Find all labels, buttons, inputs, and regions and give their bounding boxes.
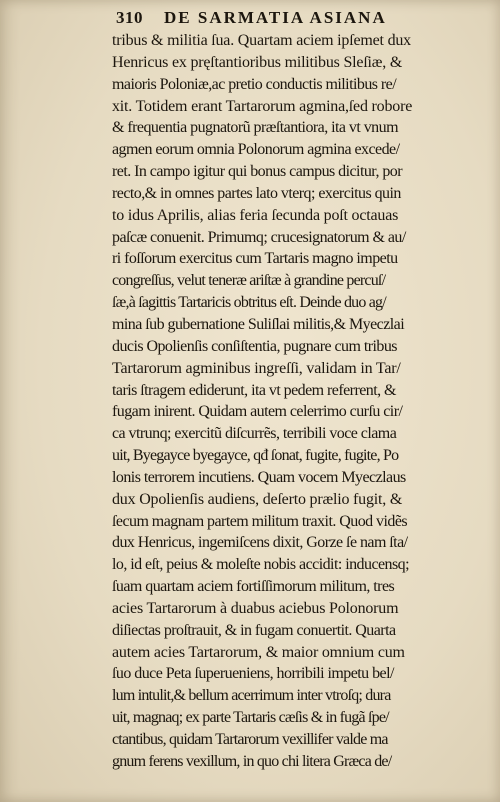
text-line: uit, Byegayce byegayce, qđ ſonat, fugite, fugite, Po [112, 447, 399, 465]
text-line: recto,& in omnes partes lato vterq; exercitus quin [112, 184, 401, 202]
text-line: mina ſub gubernatione Suliſlai militis,& Myeczlai [112, 315, 405, 333]
text-line: lum intulit,& bellum acerrimum inter vtroſq; dura [112, 687, 391, 705]
running-title: DE SARMATIA ASIANA [164, 8, 387, 27]
text-block [112, 8, 488, 773]
text-line: & frequentia pugnatorũ præſtantiora, ita vt vnum [112, 119, 398, 137]
text-line: taris ſtragem ediderunt, ita vt pedem referrent, & [112, 381, 396, 399]
text-line: fugam inirent. Quidam autem celerrimo curſu cir/ [112, 403, 403, 421]
text-line: ſecum magnam partem militum traxit. Quod vidẽs [112, 512, 408, 530]
text-line: acies Tartarorum à duabus aciebus Polonorum [112, 599, 399, 617]
text-line: gnum ferens vexillum, in quo chi litera Græca de/ [112, 752, 392, 770]
text-line: ca vtrunq; exercitũ diſcurrẽs, terribili voce clama [112, 425, 397, 443]
text-line: Henricus ex pręſtantioribus militibus Sleſiæ, & [112, 53, 403, 71]
page-number: 310 [116, 8, 143, 27]
text-line: autem acies Tartarorum, & maior omnium cum [112, 643, 405, 661]
text-line: diſiectas proſtrauit, & in fugam conuertit. Quarta [112, 621, 396, 639]
text-line: Tartarorum agminibus ingreſſi, validam in Tar/ [112, 359, 401, 377]
text-line: to idus Aprilis, alias feria ſecunda poſt octauas [112, 206, 399, 224]
text-line: uit, magnaq; ex parte Tartaris cæſis & in fugã ſpe/ [112, 709, 389, 727]
text-line: paſcæ conuenit. Primumq; crucesignatorum & au/ [112, 228, 406, 246]
text-line: ctantibus, quidam Tartarorum vexillifer valde ma [112, 731, 388, 748]
running-head [116, 8, 488, 30]
text-line: xit. Totidem erant Tartarorum agmina,ſed robore [112, 97, 413, 115]
text-line: ri foſſorum exercitus cum Tartaris magno impetu [112, 250, 398, 268]
text-line: ducis Opolienſis conſiſtentia, pugnare cum tribus [112, 337, 397, 355]
text-line: ſuam quartam aciem fortiſſimorum militum, tres [112, 578, 395, 596]
body-text [112, 30, 488, 773]
text-line: maioris Poloniæ,ac pretio conductis militibus re/ [112, 75, 397, 93]
text-line: congreſſus, velut teneræ ariſtæ à grandine percuſ/ [112, 272, 386, 290]
text-line: agmen eorum omnia Polonorum agmina excede/ [112, 141, 400, 159]
text-line: dux Henricus, ingemiſcens dixit, Gorze ſe nam ſta/ [112, 534, 408, 552]
text-line: ſuo duce Peta ſuperueniens, horribili impetu bel/ [112, 665, 394, 683]
text-line: tribus & militia ſua. Quartam aciem ipſemet dux [112, 32, 411, 49]
text-line: lo, id eſt, peius & moleſte nobis accidit: inducensq; [112, 556, 410, 574]
text-line: ret. In campo igitur qui bonus campus dicitur, por [112, 163, 403, 181]
text-line: dux Opolienſis audiens, deſerto prælio fugit, & [112, 490, 403, 508]
text-line: ſæ,à ſagittis Tartaricis obtritus eſt. Deinde duo ag/ [112, 294, 386, 312]
text-line: lonis terrorem incutiens. Quam vocem Myeczlaus [112, 468, 406, 486]
